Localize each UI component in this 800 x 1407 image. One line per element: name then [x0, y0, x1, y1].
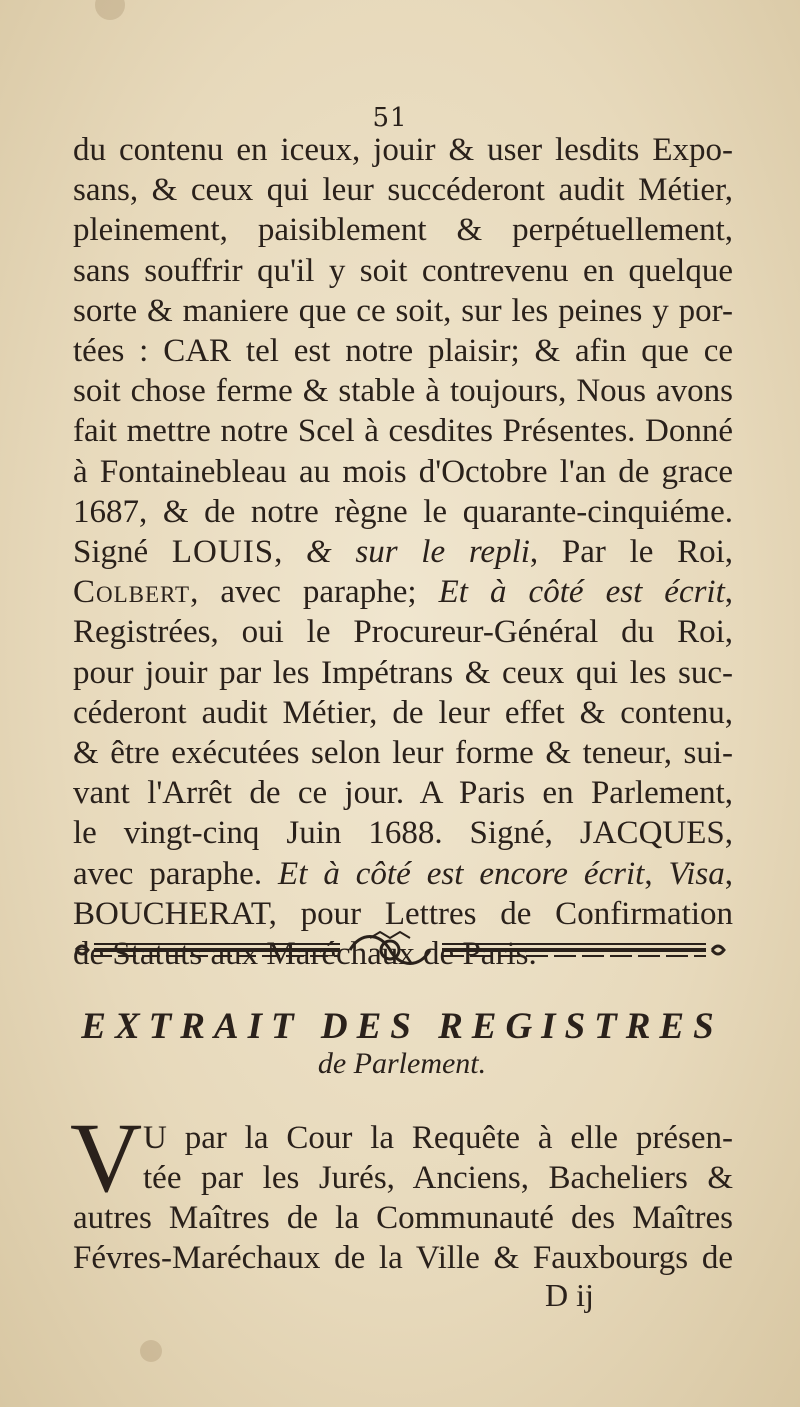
text-line: pour jouir par les Impétrans & ceux qui les suc-: [73, 654, 733, 691]
text-line: 1687, & de notre règne le quarante-cinquiéme.: [73, 493, 733, 530]
signature-line: Signé LOUIS, & sur le repli, Par le Roi,: [73, 534, 734, 571]
colbert-paraphe: avec paraphe;: [220, 574, 417, 611]
text-line: du contenu en iceux, jouir & user lesdits Expo-: [73, 132, 733, 168]
par-le-roi: Par le Roi,: [561, 534, 734, 571]
text-line: à Fontainebleau au mois d'Octobre l'an de grace: [73, 453, 733, 490]
text-line: Févres-Maréchaux de la Ville & Fauxbourgs de: [73, 1240, 733, 1276]
drop-cap: V: [70, 1102, 143, 1213]
signe-prefix: Signé: [73, 534, 149, 571]
text-line: sans souffrir qu'il y soit contrevenu en quelque: [73, 252, 733, 289]
visa-word: Visa: [668, 855, 725, 892]
king-name: LOUIS: [171, 534, 275, 571]
text-line: sorte & maniere que ce soit, sur les peines y por-: [73, 292, 733, 329]
colbert-name: Colbert: [73, 574, 191, 611]
text-line: fait mettre notre Scel à cesdites Présentes. Donné: [73, 413, 733, 450]
paraphe-note: Et à côté est encore écrit: [278, 855, 645, 892]
paper-stain: [95, 0, 125, 20]
text-line: tée par les Jurés, Anciens, Bacheliers &: [143, 1160, 733, 1196]
paraphe-line: avec paraphe. Et à côté est encore écrit, Visa,: [73, 855, 734, 892]
text-line: le vingt-cinq Juin 1688. Signé, JACQUES,: [73, 815, 733, 852]
page-number: 51: [372, 103, 408, 133]
text-line: vant l'Arrêt de ce jour. A Paris en Parlement,: [73, 775, 733, 812]
text-line: Registrées, oui le Procureur-Général du Roi,: [73, 614, 733, 651]
text-line: BOUCHERAT, pour Lettres de Confirmation: [73, 895, 733, 932]
repli-note: & sur le repli: [306, 534, 530, 571]
colbert-note: Et à côté est écrit: [438, 574, 725, 611]
text-line: pleinement, paisiblement & perpétuellement,: [73, 212, 733, 249]
text-line: autres Maîtres de la Communauté des Maîtres: [73, 1200, 733, 1236]
section-subtitle: de Parlement.: [317, 1047, 487, 1080]
text-line: U par la Cour la Requête à elle présen-: [143, 1120, 733, 1156]
ornamental-divider: [70, 928, 730, 968]
colbert-line: Colbert, avec paraphe; Et à côté est écrit,: [73, 574, 734, 611]
vu-paragraph: [73, 1118, 733, 1278]
text-line: sans, & ceux qui leur succéderont audit Métier,: [73, 172, 733, 209]
paraphe-text: avec paraphe.: [73, 855, 263, 892]
text-line: tées : CAR tel est notre plaisir; & afin que ce: [73, 333, 733, 370]
text-line: soit chose ferme & stable à toujours, Nous avons: [73, 373, 733, 410]
paper-stain: [140, 1340, 162, 1362]
text-line: & être exécutées selon leur forme & teneur, sui-: [73, 735, 733, 772]
section-title: EXTRAIT DES REGISTRES: [81, 1006, 723, 1047]
text-line: de Statuts aux Maréchaux de Paris.: [73, 936, 537, 973]
signature-mark: D ij: [545, 1277, 594, 1313]
text-line: céderont audit Métier, de leur effet & contenu,: [73, 694, 733, 731]
main-paragraph: [73, 130, 733, 974]
